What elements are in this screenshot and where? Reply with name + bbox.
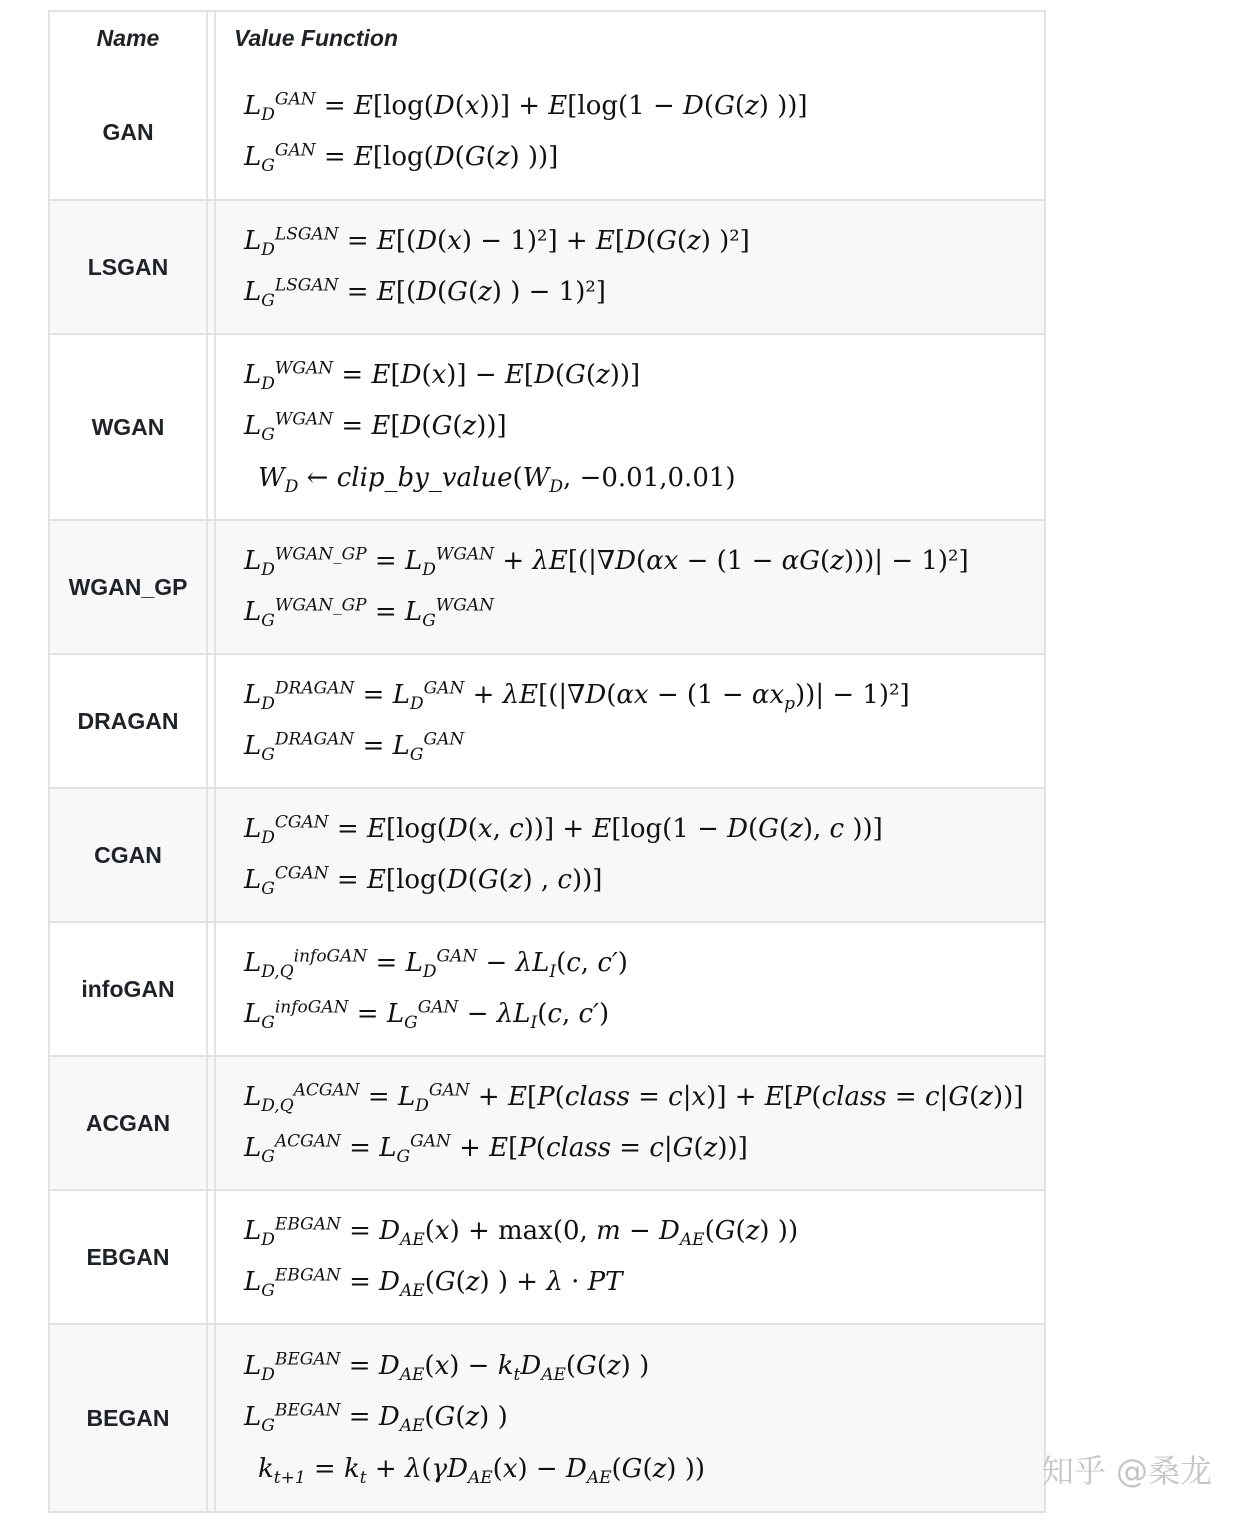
table-row (50, 199, 1044, 333)
row-value-function (216, 1325, 1044, 1511)
equation: $k_{t+1} = k_t + \lambda(\gamma D_{AE}(x) - D_{AE}(G(z)$ )) (258, 1453, 705, 1488)
table-row (50, 65, 1044, 199)
equation: $L_G^{CGAN} = E[\log(D(G(z)$ , c))] (244, 863, 603, 900)
row-value-function (216, 655, 1044, 787)
table-row (50, 1055, 1044, 1189)
row-name: ACGAN (50, 1057, 208, 1189)
row-name: CGAN (50, 789, 208, 921)
equation: $L_G^{ACGAN} = L_G^{GAN}$ + E[P(class = c|G(z))] (244, 1131, 748, 1168)
row-name: LSGAN (50, 201, 208, 333)
equation: $L_D^{WGAN} = E[D(x)] - E[D(G(z))]$ (244, 358, 641, 395)
equation: $L_D^{BEGAN} = D_{AE}(x) - k_tD_{AE}(G(z)$ ) (244, 1349, 650, 1386)
row-name: WGAN (50, 335, 208, 519)
table-header (50, 12, 1044, 65)
row-value-function (216, 521, 1044, 653)
equation: $L_G^{WGAN} = E[D(G(z))]$ (244, 409, 507, 446)
equation: $L_D^{GAN} = E[\log(D(x))] + E[\log(1 - D(G(z)$ ))] (244, 89, 808, 125)
table-row (50, 1323, 1044, 1511)
equation: $L_G^{BEGAN} = D_{AE}(G(z)$ ) (244, 1400, 508, 1437)
equation: $L_D^{EBGAN} = D_{AE}(x) + \max(0$, $m - D_{AE}(G(z)$ )) (244, 1214, 799, 1250)
equation: $W_D$ ← $clip\_by\_value(W_D$, −0.01,0.01) (258, 462, 736, 497)
equation: $L_D^{WGAN\_GP} = L_D^{WGAN} + \lambda E[(|\nabla D(\alpha x - (1 - \alpha G(z)))| - 1)^2]$ (244, 544, 969, 580)
row-value-function (216, 789, 1044, 921)
row-name: infoGAN (50, 923, 208, 1055)
equation: $L_G^{WGAN\_GP} = L_G^{WGAN}$ (244, 595, 494, 632)
table-body (50, 65, 1044, 1511)
row-name: GAN (50, 65, 208, 199)
row-value-function (216, 1057, 1044, 1189)
equation: $L_D^{DRAGAN} = L_D^{GAN} + \lambda E[(|\nabla D(\alpha x - (1 - \alpha x_p))| - 1)^2]$ (244, 678, 910, 714)
row-value-function (216, 201, 1044, 333)
row-value-function (216, 1191, 1044, 1323)
equation: $L_G^{GAN} = E[\log(D(G(z)$ ))] (244, 140, 559, 177)
header-value-function: Value Function (234, 25, 398, 51)
equation: $L_{D,Q}^{ACGAN} = L_D^{GAN}$ + E[P(class = c|x)] + E[P(class = c|G(z))] (244, 1080, 1024, 1116)
equation: $L_{D,Q}^{infoGAN} = L_D^{GAN} - \lambda L_I(c$, c′) (244, 946, 628, 982)
row-value-function (216, 923, 1044, 1055)
table-row (50, 519, 1044, 653)
table-row (50, 333, 1044, 519)
header-name: Name (50, 12, 208, 65)
row-name: DRAGAN (50, 655, 208, 787)
watermark: 知乎 @桑龙 (1041, 1452, 1212, 1490)
row-name: WGAN_GP (50, 521, 208, 653)
equation: $L_D^{CGAN} = E[\log(D(x$, c))] + E[log(1 − D(G(z), c ))] (244, 812, 883, 848)
table-row (50, 787, 1044, 921)
row-name: EBGAN (50, 1191, 208, 1323)
equation: $L_D^{LSGAN} = E[(D(x) - 1)^2] + E[D(G(z)$ )²] (244, 224, 750, 260)
row-value-function (216, 65, 1044, 199)
equation: $L_G^{EBGAN} = D_{AE}(G(z)$ ) + λ · PT (244, 1265, 623, 1302)
row-value-function (216, 335, 1044, 519)
gan-loss-table (48, 10, 1046, 1513)
equation: $L_G^{infoGAN} = L_G^{GAN} - \lambda L_I(c$, c′) (244, 997, 610, 1034)
table-row (50, 921, 1044, 1055)
row-name: BEGAN (50, 1325, 208, 1511)
equation: $L_G^{DRAGAN} = L_G^{GAN}$ (244, 729, 465, 766)
table-row (50, 653, 1044, 787)
table-row (50, 1189, 1044, 1323)
equation: $L_G^{LSGAN} = E[(D(G(z)$ ) − 1)²] (244, 275, 606, 312)
